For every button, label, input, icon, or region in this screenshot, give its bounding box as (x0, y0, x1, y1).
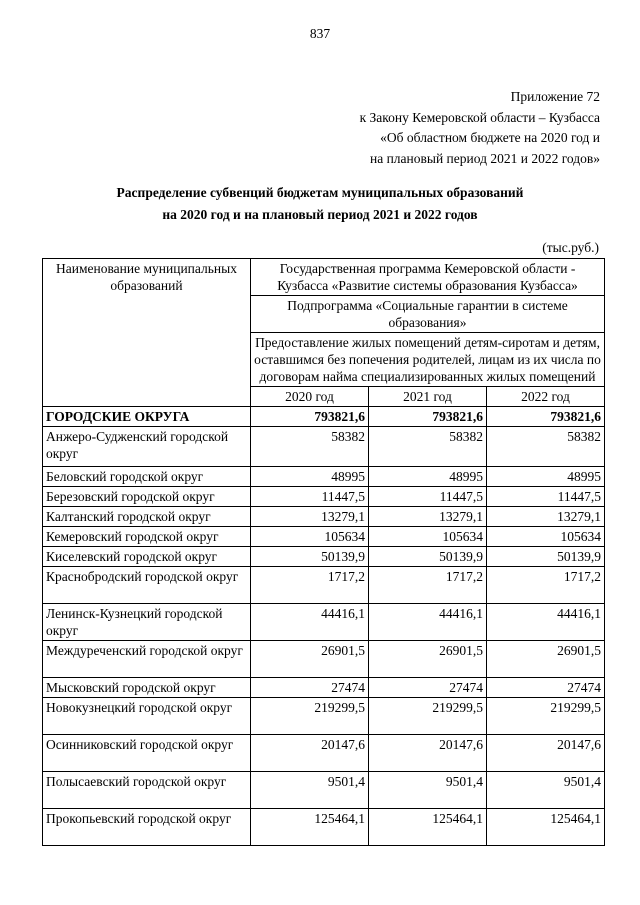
value-cell: 219299,5 (251, 698, 369, 735)
municipality-name: Березовский городской округ (43, 487, 251, 507)
municipality-name: Кемеровский городской округ (43, 527, 251, 547)
municipality-name: Полысаевский городской округ (43, 772, 251, 809)
value-cell: 44416,1 (487, 604, 605, 641)
page-number: 837 (309, 26, 331, 41)
table-row (43, 507, 605, 527)
table-row (43, 427, 605, 467)
document-title (0, 182, 640, 226)
value-cell: 9501,4 (369, 772, 487, 809)
value-cell: 105634 (251, 527, 369, 547)
total-label: ГОРОДСКИЕ ОКРУГА (43, 407, 251, 427)
value-cell: 1717,2 (369, 567, 487, 604)
value-cell: 26901,5 (487, 641, 605, 678)
municipality-name: Новокузнецкий городской округ (43, 698, 251, 735)
value-cell: 48995 (369, 467, 487, 487)
value-cell: 13279,1 (369, 507, 487, 527)
value-cell: 58382 (487, 427, 605, 467)
value-cell: 125464,1 (251, 809, 369, 846)
value-cell: 1717,2 (487, 567, 605, 604)
title-line-1: Распределение субвенций бюджетам муниципальных образований (116, 185, 524, 200)
municipality-name: Мысковский городской округ (43, 678, 251, 698)
value-cell: 13279,1 (251, 507, 369, 527)
value-cell: 44416,1 (251, 604, 369, 641)
appendix-line: Приложение 72 (510, 89, 600, 104)
value-cell: 50139,9 (487, 547, 605, 567)
value-cell: 125464,1 (487, 809, 605, 846)
value-cell: 27474 (251, 678, 369, 698)
table-row (43, 547, 605, 567)
total-row (43, 407, 605, 427)
value-cell: 58382 (369, 427, 487, 467)
table-row (43, 809, 605, 846)
appendix-reference (360, 87, 600, 169)
header-year: 2020 год (251, 387, 369, 407)
value-cell: 9501,4 (251, 772, 369, 809)
value-cell: 105634 (369, 527, 487, 547)
total-value: 793821,6 (251, 407, 369, 427)
value-cell: 11447,5 (487, 487, 605, 507)
value-cell: 50139,9 (251, 547, 369, 567)
header-subprogram: Подпрограмма «Социальные гарантии в системе образования» (251, 296, 605, 333)
table-row (43, 527, 605, 547)
header-municipality: Наименование муниципальных образований (43, 259, 251, 407)
header-year: 2022 год (487, 387, 605, 407)
value-cell: 48995 (487, 467, 605, 487)
value-cell: 11447,5 (251, 487, 369, 507)
value-cell: 27474 (369, 678, 487, 698)
header-measure: Предоставление жилых помещений детям-сиротам и детям, оставшимся без попечения родителей, лицам из их числа по договорам найма специализированных жилых помещений (251, 333, 605, 387)
table-row (43, 678, 605, 698)
municipality-name: Анжеро-Судженский городской округ (43, 427, 251, 467)
header-program: Государственная программа Кемеровской области - Кузбасса «Развитие системы образования Кузбасса» (251, 259, 605, 296)
appendix-line: «Об областном бюджете на 2020 год и (380, 130, 600, 145)
municipality-name: Краснобродский городской округ (43, 567, 251, 604)
municipality-name: Ленинск-Кузнецкий городской округ (43, 604, 251, 641)
title-line-2: на 2020 год и на плановый период 2021 и 2022 годов (162, 207, 478, 222)
value-cell: 11447,5 (369, 487, 487, 507)
table-row (43, 772, 605, 809)
value-cell: 20147,6 (251, 735, 369, 772)
header-row-program (43, 259, 605, 296)
units-label: (тыс.руб.) (542, 240, 599, 255)
municipality-name: Осинниковский городской округ (43, 735, 251, 772)
value-cell: 50139,9 (369, 547, 487, 567)
municipality-name: Калтанский городской округ (43, 507, 251, 527)
value-cell: 13279,1 (487, 507, 605, 527)
value-cell: 20147,6 (369, 735, 487, 772)
municipality-name: Беловский городской округ (43, 467, 251, 487)
total-value: 793821,6 (369, 407, 487, 427)
value-cell: 105634 (487, 527, 605, 547)
value-cell: 26901,5 (369, 641, 487, 678)
table-row (43, 604, 605, 641)
value-cell: 44416,1 (369, 604, 487, 641)
table-row (43, 735, 605, 772)
subventions-table (42, 258, 605, 846)
value-cell: 1717,2 (251, 567, 369, 604)
value-cell: 9501,4 (487, 772, 605, 809)
value-cell: 125464,1 (369, 809, 487, 846)
value-cell: 219299,5 (487, 698, 605, 735)
appendix-line: к Закону Кемеровской области – Кузбасса (359, 109, 600, 125)
table-row (43, 487, 605, 507)
value-cell: 20147,6 (487, 735, 605, 772)
municipality-name: Междуреченский городской округ (43, 641, 251, 678)
table-row (43, 641, 605, 678)
value-cell: 219299,5 (369, 698, 487, 735)
table-row (43, 467, 605, 487)
value-cell: 27474 (487, 678, 605, 698)
table-row (43, 567, 605, 604)
appendix-line: на плановый период 2021 и 2022 годов» (369, 150, 600, 166)
table-row (43, 698, 605, 735)
value-cell: 26901,5 (251, 641, 369, 678)
municipality-name: Киселевский городской округ (43, 547, 251, 567)
total-value: 793821,6 (487, 407, 605, 427)
value-cell: 48995 (251, 467, 369, 487)
municipality-name: Прокопьевский городской округ (43, 809, 251, 846)
header-year: 2021 год (369, 387, 487, 407)
value-cell: 58382 (251, 427, 369, 467)
